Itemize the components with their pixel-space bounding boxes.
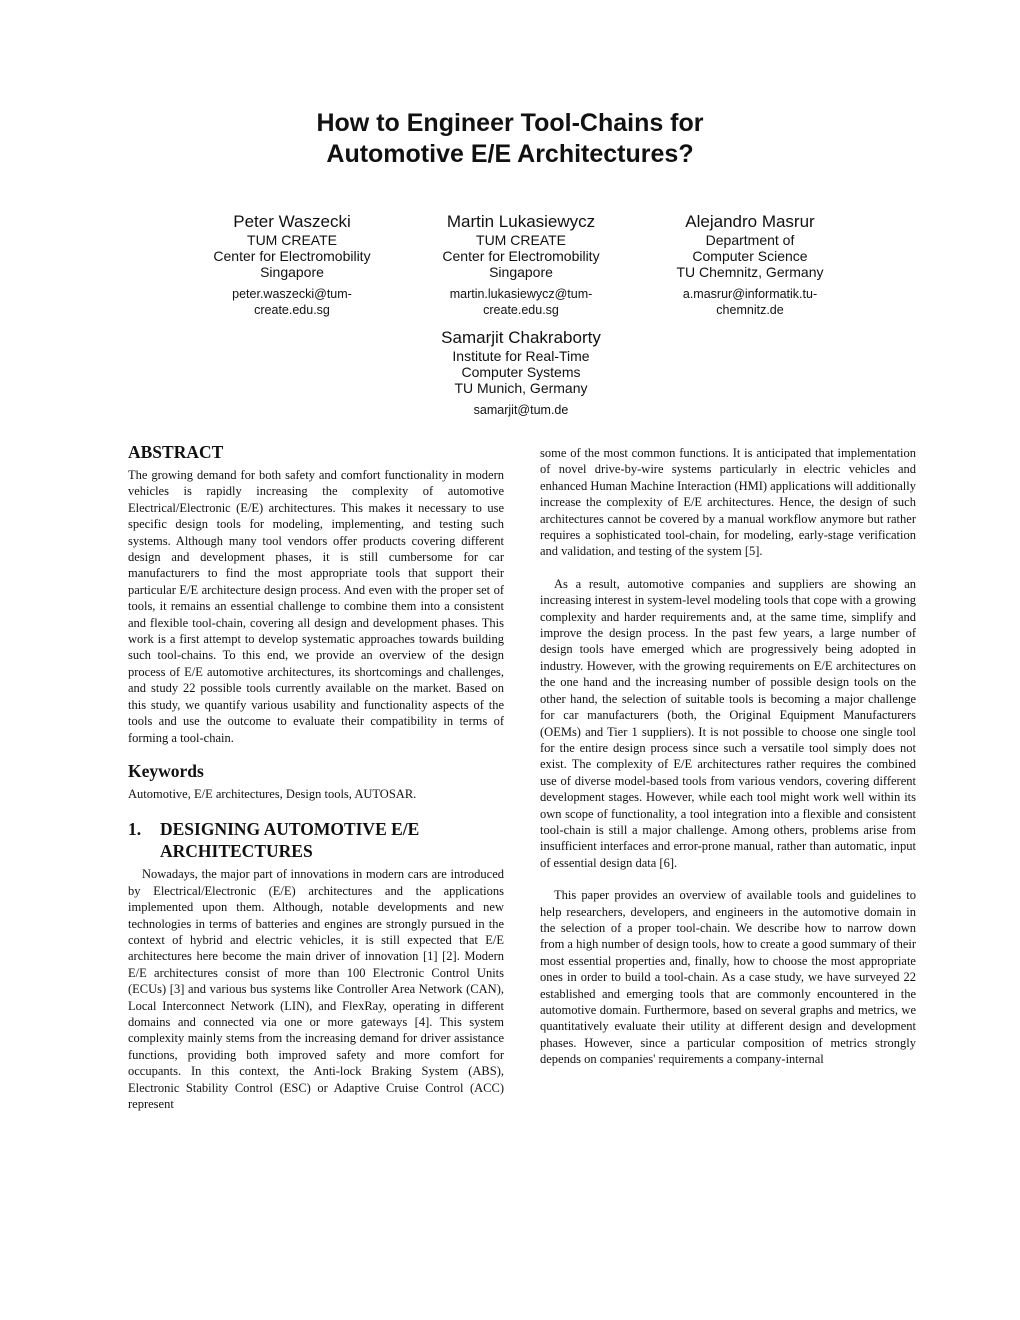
paper-title-line-1: How to Engineer Tool-Chains for xyxy=(316,109,704,137)
author-affiliation-line: Computer Science xyxy=(692,248,808,264)
author-affiliation-line: Singapore xyxy=(260,264,324,280)
author-affiliation-line: Department of xyxy=(705,232,795,248)
author-email xyxy=(172,286,412,318)
author-affiliation-line: Singapore xyxy=(489,264,553,280)
author-affiliation-line: TUM CREATE xyxy=(476,232,566,248)
section-number: 1. xyxy=(128,819,142,840)
author-block-chakraborty xyxy=(401,327,641,418)
author-affiliation-line: Computer Systems xyxy=(461,364,581,380)
author-affiliation-line: TUM CREATE xyxy=(247,232,337,248)
paper-title xyxy=(0,108,1020,170)
abstract-heading: ABSTRACT xyxy=(128,442,224,462)
keywords-text: Automotive, E/E architectures, Design tools, AUTOSAR. xyxy=(128,786,417,801)
author-affiliation-line: Institute for Real-Time xyxy=(452,348,590,364)
author-email xyxy=(630,286,870,318)
left-column xyxy=(128,441,504,1112)
paper-title-line-2: Automotive E/E Architectures? xyxy=(326,140,694,168)
author-affiliation-line: TU Chemnitz, Germany xyxy=(676,264,824,280)
section-1-paragraph-1: Nowadays, the major part of innovations in modern cars are introduced by Electrical/Electronic (E/E) architectures and the applications implemented upon them. Although, notable developments and new technologies in terms of batteries and engines are strongly pursued in the context of hybrid and electric vehicles, it is still expected that E/E architectures here become the main driver of innovation [1] [2]. Modern E/E architectures consist of more than 100 Electronic Control Units (ECUs) [3] and various bus systems like Controller Area Network (CAN), Local Interconnect Network (LIN), and FlexRay, operating in different domains and connected via one or more gateways [4]. This system complexity mainly stems from the increasing demand for driver assistance functions, providing both improved safety and more comfort for occupants. In this context, the Anti-lock Braking System (ABS), Electronic Stability Control (ESC) or Adaptive Cruise Control (ACC) represent xyxy=(128,867,504,1111)
author-block-waszecki xyxy=(172,211,412,318)
author-affiliation-line: TU Munich, Germany xyxy=(454,380,588,396)
author-name: Peter Waszecki xyxy=(233,212,351,231)
author-email xyxy=(401,286,641,318)
author-block-lukasiewycz xyxy=(401,211,641,318)
keywords-heading: Keywords xyxy=(128,760,204,781)
section-1-paragraph-3: This paper provides an overview of available tools and guidelines to help researchers, developers, and engineers in the automotive domain in the selection of a proper tool-chain. We describe how to narrow down from a high number of design tools, how to create a good summary of their most essential properties and, finally, how to choose the most appropriate ones in order to build a tool-chain. As a case study, we have surveyed 22 established and emerging tools that are commonly encountered in the automotive domain. Furthermore, based on several graphs and metrics, we quantitatively evaluate their utility at different design and development phases. However, since a particular composition of metrics strongly depends on companies' requirements a company-internal xyxy=(540,888,916,1067)
author-email xyxy=(401,402,641,418)
abstract-text: The growing demand for both safety and comfort functionality in modern vehicles is rapidly increasing the complexity of automotive Electrical/Electronic (E/E) architectures. This makes it necessary to use specific design tools for modeling, implementing, and testing such systems. Although many tool vendors offer products covering different design and development phases, it is still cumbersome for car manufacturers to find the most appropriate tools that support their particular E/E architecture design process. And even with the proper set of tools, it remains an essential challenge to combine them into a consistent and flexible tool-chain, covering all design and development phases. This work is a first attempt to develop systematic approaches towards building such tool-chains. To this end, we provide an overview of the design process of E/E automotive architectures, its shortcomings and challenges, and study 22 possible tools currently available on the market. Based on this study, we quantify various usability and functionality aspects of the tools and use the outcome to evaluate their compatibility in terms of forming a tool-chain. xyxy=(128,468,504,745)
author-email-line: a.masrur@informatik.tu- xyxy=(682,287,818,301)
section-1-heading xyxy=(128,818,504,862)
section-title: DESIGNING AUTOMOTIVE E/E ARCHITECTURES xyxy=(160,819,420,862)
author-email-line: create.edu.sg xyxy=(254,303,330,317)
author-email-line: chemnitz.de xyxy=(716,303,784,317)
right-column xyxy=(540,445,916,1068)
author-email-line: martin.lukasiewycz@tum- xyxy=(449,287,593,301)
author-name: Martin Lukasiewycz xyxy=(446,212,596,231)
author-affiliation-line: Center for Electromobility xyxy=(213,248,371,264)
author-email-line: create.edu.sg xyxy=(483,303,559,317)
author-affiliation-line: Center for Electromobility xyxy=(442,248,600,264)
author-email-line: peter.waszecki@tum- xyxy=(232,287,352,301)
section-1-paragraph-1-continued: some of the most common functions. It is anticipated that implementation of novel drive-by-wire systems particularly in electric vehicles and enhanced Human Machine Interaction (HMI) applications will additionally increase the complexity of E/E architectures. Hence, the design of such architectures cannot be covered by a manual workflow anymore but rather requires a sophisticated tool-chain, for modeling, early-stage verification and validation, and testing of the system [5]. xyxy=(540,446,916,559)
author-email-line: samarjit@tum.de xyxy=(473,403,569,417)
author-name: Samarjit Chakraborty xyxy=(441,328,601,347)
author-name: Alejandro Masrur xyxy=(685,212,815,231)
section-1-paragraph-2: As a result, automotive companies and suppliers are showing an increasing interest in system-level modeling tools that cope with a growing complexity and harder requirements and, at the same time, simplify and improve the design process. In the past few years, a large number of design tools have emerged which are progressively being adopted in industry. However, with the growing requirements on E/E architectures on the one hand and the increasing number of possible design tools on the other hand, the selection of suitable tools is becoming a major challenge for car manufacturers (both, the Original Equipment Manufacturers (OEMs) and Tier 1 suppliers). It is not possible to choose one single tool for the entire design process since such a versatile tool simply does not exist. The complexity of E/E architectures rather requires the combined use of diverse model-based tools from various vendors, covering different development stages. However, while each tool might work well within its own scope of functionality, a tool integration into a flexible and consistent tool-chain is still a major challenge. Among others, problems arise from insufficient interfaces and error-prone manual, rather than automatic, input of essential design data [6]. xyxy=(540,576,916,870)
author-block-masrur xyxy=(630,211,870,318)
